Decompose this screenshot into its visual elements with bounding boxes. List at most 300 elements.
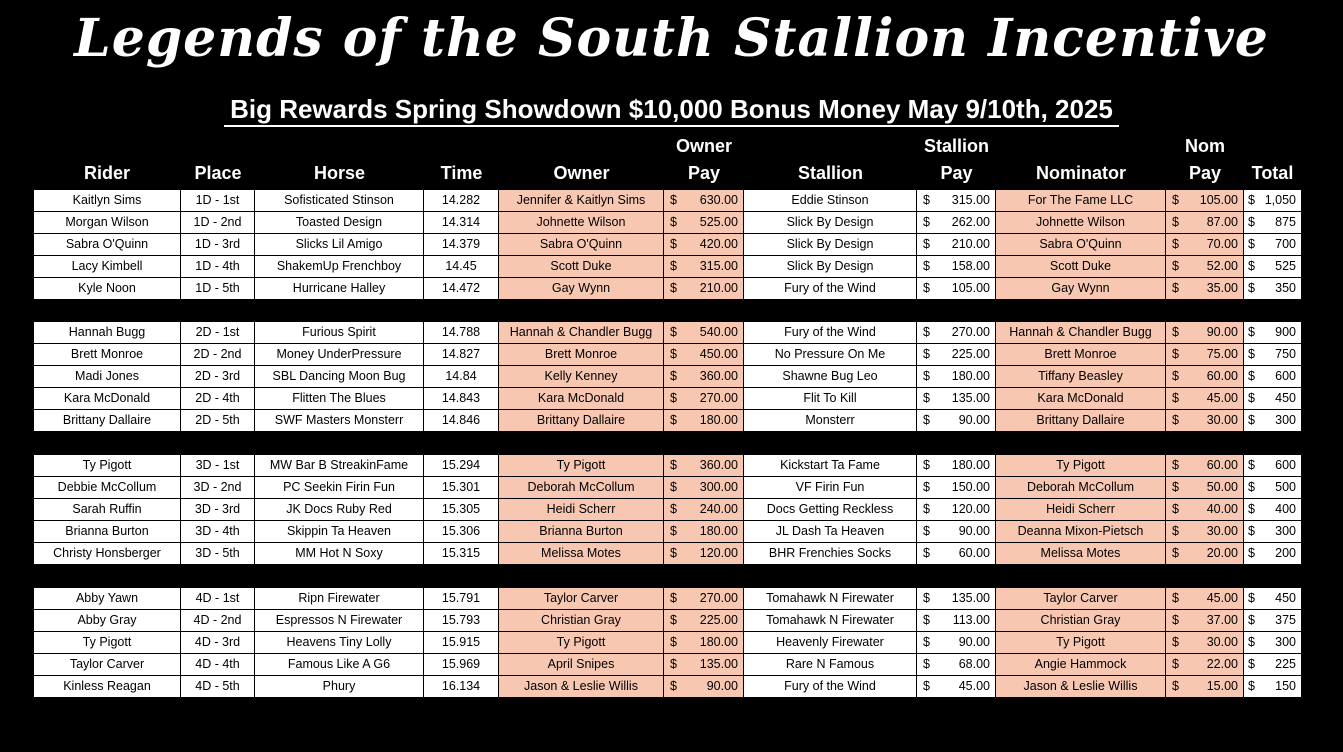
cell-stallion-pay	[917, 322, 995, 343]
amount-value: 45.00	[1206, 591, 1238, 605]
cell-horse: Money UnderPressure	[255, 344, 423, 365]
amount-value: 52.00	[1206, 259, 1238, 273]
amount-value: 60.00	[1206, 458, 1238, 472]
cell-time: 15.305	[424, 499, 498, 520]
currency-symbol: $	[923, 679, 930, 693]
cell-owner: Jason & Leslie Willis	[499, 676, 663, 697]
currency-symbol: $	[1172, 524, 1179, 538]
cell-nominator: Deanna Mixon-Pietsch	[996, 521, 1165, 542]
cell-place: 2D - 1st	[181, 322, 254, 343]
cell-rider: Abby Gray	[34, 610, 180, 631]
cell-time: 14.827	[424, 344, 498, 365]
cell-rider: Christy Honsberger	[34, 543, 180, 564]
currency-symbol: $	[1172, 657, 1179, 671]
cell-stallion: Tomahawk N Firewater	[744, 588, 916, 609]
currency-symbol: $	[670, 480, 677, 494]
cell-stallion-pay	[917, 499, 995, 520]
cell-nominator: For The Fame LLC	[996, 190, 1165, 211]
cell-owner: Kelly Kenney	[499, 366, 663, 387]
amount-value: 50.00	[1206, 480, 1238, 494]
cell-stallion: Slick By Design	[744, 212, 916, 233]
currency-symbol: $	[1172, 591, 1179, 605]
cell-rider: Ty Pigott	[34, 455, 180, 476]
amount-value: 450	[1275, 591, 1296, 605]
cell-total	[1244, 610, 1301, 631]
cell-stallion-pay	[917, 455, 995, 476]
amount-value: 180.00	[699, 524, 738, 538]
currency-symbol: $	[923, 591, 930, 605]
cell-owner-pay	[664, 610, 743, 631]
amount-value: 225	[1275, 657, 1296, 671]
currency-symbol: $	[1248, 413, 1255, 427]
amount-value: 35.00	[1206, 281, 1238, 295]
cell-nominator: Sabra O'Quinn	[996, 234, 1165, 255]
amount-value: 180.00	[699, 635, 738, 649]
cell-total	[1244, 676, 1301, 697]
currency-symbol: $	[923, 325, 930, 339]
cell-stallion-pay	[917, 654, 995, 675]
cell-place: 4D - 3rd	[181, 632, 254, 653]
cell-rider: Brett Monroe	[34, 344, 180, 365]
cell-time: 14.282	[424, 190, 498, 211]
currency-symbol: $	[1248, 237, 1255, 251]
cell-place: 3D - 1st	[181, 455, 254, 476]
cell-owner-pay	[664, 278, 743, 299]
amount-value: 500	[1275, 480, 1296, 494]
cell-nominator: Brittany Dallaire	[996, 410, 1165, 431]
cell-stallion: Kickstart Ta Fame	[744, 455, 916, 476]
cell-nominator: Jason & Leslie Willis	[996, 676, 1165, 697]
currency-symbol: $	[1172, 391, 1179, 405]
amount-value: 360.00	[699, 458, 738, 472]
cell-rider: Debbie McCollum	[34, 477, 180, 498]
currency-symbol: $	[670, 679, 677, 693]
cell-nom-pay	[1166, 610, 1243, 631]
cell-horse: Ripn Firewater	[255, 588, 423, 609]
cell-owner-pay	[664, 676, 743, 697]
cell-time: 14.45	[424, 256, 498, 277]
cell-owner-pay	[664, 477, 743, 498]
cell-total	[1244, 322, 1301, 343]
currency-symbol: $	[923, 193, 930, 207]
currency-symbol: $	[670, 458, 677, 472]
cell-place: 4D - 4th	[181, 654, 254, 675]
currency-symbol: $	[1248, 591, 1255, 605]
header-owner: Owner	[553, 163, 610, 183]
cell-nominator: Ty Pigott	[996, 632, 1165, 653]
amount-value: 240.00	[699, 502, 738, 516]
cell-stallion-pay	[917, 543, 995, 564]
amount-value: 180.00	[951, 458, 990, 472]
currency-symbol: $	[1248, 657, 1255, 671]
currency-symbol: $	[1172, 347, 1179, 361]
currency-symbol: $	[923, 413, 930, 427]
cell-horse: Hurricane Halley	[255, 278, 423, 299]
amount-value: 30.00	[1206, 524, 1238, 538]
header-place: Place	[194, 163, 242, 183]
currency-symbol: $	[923, 369, 930, 383]
currency-symbol: $	[1248, 347, 1255, 361]
currency-symbol: $	[1172, 281, 1179, 295]
currency-symbol: $	[923, 347, 930, 361]
header-time: Time	[440, 163, 483, 183]
cell-time: 15.301	[424, 477, 498, 498]
amount-value: 600	[1275, 369, 1296, 383]
cell-total	[1244, 477, 1301, 498]
cell-owner: Heidi Scherr	[499, 499, 663, 520]
amount-value: 600	[1275, 458, 1296, 472]
cell-horse: PC Seekin Firin Fun	[255, 477, 423, 498]
cell-total	[1244, 410, 1301, 431]
amount-value: 700	[1275, 237, 1296, 251]
currency-symbol: $	[670, 347, 677, 361]
header-owner-pay-line2: Pay	[687, 163, 721, 183]
cell-horse: Famous Like A G6	[255, 654, 423, 675]
cell-nominator: Taylor Carver	[996, 588, 1165, 609]
currency-symbol: $	[1172, 237, 1179, 251]
currency-symbol: $	[1172, 613, 1179, 627]
amount-value: 262.00	[951, 215, 990, 229]
cell-total	[1244, 190, 1301, 211]
cell-stallion: VF Firin Fun	[744, 477, 916, 498]
cell-stallion-pay	[917, 388, 995, 409]
cell-total	[1244, 212, 1301, 233]
cell-nom-pay	[1166, 676, 1243, 697]
cell-horse: MM Hot N Soxy	[255, 543, 423, 564]
header-nominator: Nominator	[1036, 163, 1126, 183]
currency-symbol: $	[923, 546, 930, 560]
cell-owner: Ty Pigott	[499, 455, 663, 476]
cell-stallion-pay	[917, 256, 995, 277]
cell-rider: Kara McDonald	[34, 388, 180, 409]
cell-owner-pay	[664, 410, 743, 431]
currency-symbol: $	[670, 391, 677, 405]
cell-place: 1D - 2nd	[181, 212, 254, 233]
cell-owner-pay	[664, 190, 743, 211]
cell-stallion-pay	[917, 632, 995, 653]
cell-horse: Espressos N Firewater	[255, 610, 423, 631]
currency-symbol: $	[923, 635, 930, 649]
cell-rider: Sarah Ruffin	[34, 499, 180, 520]
amount-value: 90.00	[1206, 325, 1238, 339]
cell-owner: Jennifer & Kaitlyn Sims	[499, 190, 663, 211]
cell-rider: Abby Yawn	[34, 588, 180, 609]
cell-owner: Hannah & Chandler Bugg	[499, 322, 663, 343]
cell-horse: JK Docs Ruby Red	[255, 499, 423, 520]
cell-total	[1244, 455, 1301, 476]
currency-symbol: $	[670, 215, 677, 229]
cell-nom-pay	[1166, 521, 1243, 542]
cell-horse: Slicks Lil Amigo	[255, 234, 423, 255]
cell-stallion: No Pressure On Me	[744, 344, 916, 365]
cell-place: 1D - 5th	[181, 278, 254, 299]
amount-value: 540.00	[699, 325, 738, 339]
cell-time: 14.788	[424, 322, 498, 343]
amount-value: 300.00	[699, 480, 738, 494]
cell-nominator: Deborah McCollum	[996, 477, 1165, 498]
cell-time: 14.846	[424, 410, 498, 431]
cell-stallion: Fury of the Wind	[744, 676, 916, 697]
cell-time: 15.306	[424, 521, 498, 542]
amount-value: 400	[1275, 502, 1296, 516]
cell-owner: Kara McDonald	[499, 388, 663, 409]
amount-value: 180.00	[699, 413, 738, 427]
cell-nominator: Hannah & Chandler Bugg	[996, 322, 1165, 343]
cell-nom-pay	[1166, 388, 1243, 409]
cell-horse: Flitten The Blues	[255, 388, 423, 409]
amount-value: 420.00	[699, 237, 738, 251]
cell-stallion-pay	[917, 477, 995, 498]
header-nom-pay-line1: Nom	[1185, 136, 1225, 156]
cell-nom-pay	[1166, 632, 1243, 653]
currency-symbol: $	[1248, 215, 1255, 229]
cell-total	[1244, 344, 1301, 365]
cell-stallion-pay	[917, 410, 995, 431]
amount-value: 300	[1275, 635, 1296, 649]
currency-symbol: $	[670, 546, 677, 560]
currency-symbol: $	[670, 369, 677, 383]
header-horse: Horse	[313, 163, 366, 183]
currency-symbol: $	[1172, 480, 1179, 494]
cell-total	[1244, 499, 1301, 520]
cell-owner-pay	[664, 322, 743, 343]
currency-symbol: $	[1248, 391, 1255, 405]
currency-symbol: $	[1248, 502, 1255, 516]
cell-stallion: Rare N Famous	[744, 654, 916, 675]
cell-place: 4D - 2nd	[181, 610, 254, 631]
cell-horse: Toasted Design	[255, 212, 423, 233]
header-rider: Rider	[83, 163, 130, 183]
cell-stallion-pay	[917, 610, 995, 631]
amount-value: 225.00	[951, 347, 990, 361]
cell-stallion: Monsterr	[744, 410, 916, 431]
amount-value: 210.00	[951, 237, 990, 251]
cell-place: 2D - 5th	[181, 410, 254, 431]
cell-time: 15.315	[424, 543, 498, 564]
amount-value: 315.00	[699, 259, 738, 273]
cell-nom-pay	[1166, 234, 1243, 255]
cell-horse: ShakemUp Frenchboy	[255, 256, 423, 277]
cell-total	[1244, 388, 1301, 409]
cell-nominator: Melissa Motes	[996, 543, 1165, 564]
cell-stallion: Flit To Kill	[744, 388, 916, 409]
amount-value: 60.00	[1206, 369, 1238, 383]
cell-place: 2D - 3rd	[181, 366, 254, 387]
cell-total	[1244, 234, 1301, 255]
currency-symbol: $	[1172, 259, 1179, 273]
cell-stallion: Slick By Design	[744, 234, 916, 255]
cell-rider: Brianna Burton	[34, 521, 180, 542]
cell-owner-pay	[664, 521, 743, 542]
amount-value: 15.00	[1206, 679, 1238, 693]
cell-horse: SBL Dancing Moon Bug	[255, 366, 423, 387]
subtitle-text: Big Rewards Spring Showdown $10,000 Bonus Money May 9/10th, 2025	[224, 94, 1119, 127]
cell-nom-pay	[1166, 366, 1243, 387]
cell-owner: Taylor Carver	[499, 588, 663, 609]
cell-owner: April Snipes	[499, 654, 663, 675]
cell-place: 4D - 5th	[181, 676, 254, 697]
amount-value: 105.00	[951, 281, 990, 295]
cell-owner-pay	[664, 366, 743, 387]
cell-stallion: BHR Frenchies Socks	[744, 543, 916, 564]
currency-symbol: $	[923, 480, 930, 494]
cell-stallion-pay	[917, 278, 995, 299]
cell-stallion: Fury of the Wind	[744, 322, 916, 343]
cell-nom-pay	[1166, 212, 1243, 233]
cell-place: 3D - 5th	[181, 543, 254, 564]
cell-rider: Kyle Noon	[34, 278, 180, 299]
cell-horse: Phury	[255, 676, 423, 697]
amount-value: 350	[1275, 281, 1296, 295]
cell-stallion-pay	[917, 521, 995, 542]
currency-symbol: $	[1172, 193, 1179, 207]
cell-owner-pay	[664, 212, 743, 233]
cell-nominator: Kara McDonald	[996, 388, 1165, 409]
cell-stallion-pay	[917, 676, 995, 697]
header-nom-pay-line2: Pay	[1188, 163, 1222, 183]
cell-owner-pay	[664, 632, 743, 653]
cell-nominator: Heidi Scherr	[996, 499, 1165, 520]
cell-owner-pay	[664, 654, 743, 675]
amount-value: 30.00	[1206, 413, 1238, 427]
amount-value: 113.00	[952, 613, 990, 627]
amount-value: 270.00	[699, 391, 738, 405]
cell-stallion: Fury of the Wind	[744, 278, 916, 299]
cell-owner-pay	[664, 234, 743, 255]
currency-symbol: $	[1248, 281, 1255, 295]
cell-total	[1244, 654, 1301, 675]
currency-symbol: $	[670, 193, 677, 207]
cell-nominator: Gay Wynn	[996, 278, 1165, 299]
cell-owner-pay	[664, 543, 743, 564]
cell-owner: Sabra O'Quinn	[499, 234, 663, 255]
cell-nom-pay	[1166, 588, 1243, 609]
cell-owner-pay	[664, 588, 743, 609]
cell-total	[1244, 278, 1301, 299]
cell-stallion: Tomahawk N Firewater	[744, 610, 916, 631]
cell-time: 15.294	[424, 455, 498, 476]
currency-symbol: $	[923, 215, 930, 229]
cell-owner-pay	[664, 499, 743, 520]
cell-stallion-pay	[917, 212, 995, 233]
cell-stallion: JL Dash Ta Heaven	[744, 521, 916, 542]
amount-value: 750	[1275, 347, 1296, 361]
currency-symbol: $	[670, 281, 677, 295]
amount-value: 180.00	[951, 369, 990, 383]
currency-symbol: $	[1172, 458, 1179, 472]
cell-nominator: Scott Duke	[996, 256, 1165, 277]
cell-nom-pay	[1166, 256, 1243, 277]
amount-value: 135.00	[951, 591, 990, 605]
amount-value: 40.00	[1206, 502, 1238, 516]
currency-symbol: $	[670, 657, 677, 671]
cell-total	[1244, 366, 1301, 387]
cell-nom-pay	[1166, 455, 1243, 476]
currency-symbol: $	[923, 502, 930, 516]
currency-symbol: $	[670, 259, 677, 273]
cell-owner: Ty Pigott	[499, 632, 663, 653]
currency-symbol: $	[1248, 369, 1255, 383]
currency-symbol: $	[1172, 546, 1179, 560]
amount-value: 450	[1275, 391, 1296, 405]
currency-symbol: $	[1172, 635, 1179, 649]
cell-place: 3D - 4th	[181, 521, 254, 542]
currency-symbol: $	[923, 237, 930, 251]
cell-time: 14.379	[424, 234, 498, 255]
cell-time: 15.969	[424, 654, 498, 675]
cell-owner: Johnette Wilson	[499, 212, 663, 233]
amount-value: 90.00	[958, 635, 990, 649]
currency-symbol: $	[1248, 325, 1255, 339]
cell-stallion: Heavenly Firewater	[744, 632, 916, 653]
cell-nominator: Christian Gray	[996, 610, 1165, 631]
cell-stallion-pay	[917, 190, 995, 211]
cell-nominator: Brett Monroe	[996, 344, 1165, 365]
currency-symbol: $	[1248, 524, 1255, 538]
amount-value: 70.00	[1206, 237, 1238, 251]
amount-value: 158.00	[951, 259, 990, 273]
currency-symbol: $	[670, 635, 677, 649]
cell-owner: Christian Gray	[499, 610, 663, 631]
amount-value: 525.00	[699, 215, 738, 229]
cell-stallion-pay	[917, 344, 995, 365]
amount-value: 450.00	[699, 347, 738, 361]
amount-value: 45.00	[1206, 391, 1238, 405]
cell-horse: SWF Masters Monsterr	[255, 410, 423, 431]
currency-symbol: $	[1172, 325, 1179, 339]
cell-time: 14.84	[424, 366, 498, 387]
amount-value: 360.00	[699, 369, 738, 383]
cell-place: 1D - 1st	[181, 190, 254, 211]
cell-rider: Kaitlyn Sims	[34, 190, 180, 211]
amount-value: 210.00	[699, 281, 738, 295]
cell-place: 1D - 4th	[181, 256, 254, 277]
currency-symbol: $	[1248, 259, 1255, 273]
amount-value: 120.00	[699, 546, 738, 560]
cell-stallion-pay	[917, 366, 995, 387]
cell-owner: Gay Wynn	[499, 278, 663, 299]
cell-total	[1244, 521, 1301, 542]
amount-value: 87.00	[1206, 215, 1238, 229]
cell-rider: Kinless Reagan	[34, 676, 180, 697]
cell-time: 15.915	[424, 632, 498, 653]
amount-value: 150.00	[951, 480, 990, 494]
currency-symbol: $	[1172, 413, 1179, 427]
cell-owner: Melissa Motes	[499, 543, 663, 564]
currency-symbol: $	[1172, 502, 1179, 516]
cell-stallion-pay	[917, 234, 995, 255]
amount-value: 300	[1275, 413, 1296, 427]
currency-symbol: $	[1248, 546, 1255, 560]
amount-value: 200	[1275, 546, 1296, 560]
amount-value: 875	[1275, 215, 1296, 229]
cell-owner: Deborah McCollum	[499, 477, 663, 498]
header-owner-pay-line1: Owner	[675, 136, 732, 156]
currency-symbol: $	[923, 458, 930, 472]
cell-time: 15.791	[424, 588, 498, 609]
amount-value: 45.00	[958, 679, 990, 693]
amount-value: 90.00	[958, 413, 990, 427]
header-stallion-pay-line1: Stallion	[923, 136, 989, 156]
currency-symbol: $	[670, 591, 677, 605]
amount-value: 68.00	[958, 657, 990, 671]
cell-stallion: Docs Getting Reckless	[744, 499, 916, 520]
amount-value: 525	[1275, 259, 1296, 273]
currency-symbol: $	[1248, 480, 1255, 494]
cell-nom-pay	[1166, 410, 1243, 431]
currency-symbol: $	[1172, 215, 1179, 229]
cell-horse: Heavens Tiny Lolly	[255, 632, 423, 653]
